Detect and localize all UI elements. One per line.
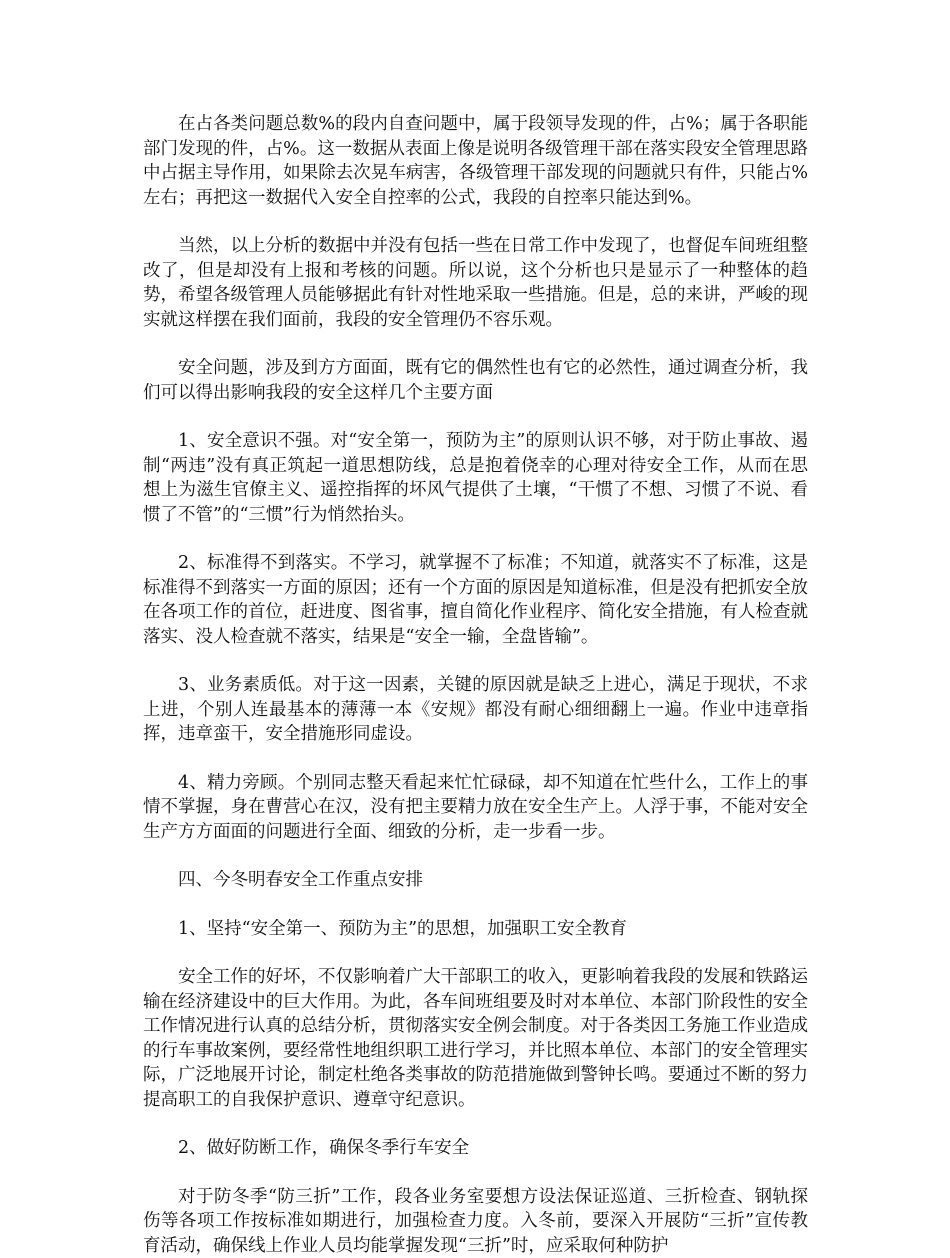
paragraph-factor-distraction: 4、精力旁顾。个别同志整天看起来忙忙碌碌，却不知道在忙些什么，工作上的事情不掌握，身在曹营心在汉，没有把主要精力放在安全生产上。人浮于事，不能对安全生产方方面面的问题进行全面、细致的分析，走一步看一步。 (143, 771, 808, 845)
subheading-safety-education: 1、坚持“安全第一、预防为主”的思想，加强职工安全教育 (143, 917, 808, 942)
paragraph-factor-skills: 3、业务素质低。对于这一因素，关键的原因就是缺乏上进心，满足于现状，不求上进，个别人连最基本的薄薄一本《安规》都没有耐心细细翻上一遍。作业中违章指挥，违章蛮干，安全措施形同虚设。 (143, 673, 808, 747)
subheading-winter-safety: 2、做好防断工作，确保冬季行车安全 (143, 1136, 808, 1161)
paragraph-safety-education: 安全工作的好坏，不仅影响着广大干部职工的收入，更影响着我段的发展和铁路运输在经济建设中的巨大作用。为此，各车间班组要及时对本单位、本部门阶段性的安全工作情况进行认真的总结分析，贯彻落实安全例会制度。对于各类因工务施工作业造成的行车事故案例，要经常性地组织职工进行学习，并比照本单位、本部门的安全管理实际，广泛地展开讨论，制定杜绝各类事故的防范措施做到警钟长鸣。要通过不断的努力提高职工的自我保护意识、遵章守纪意识。 (143, 965, 808, 1112)
paragraph-safety-factors-intro: 安全问题，涉及到方方面面，既有它的偶然性也有它的必然性，通过调查分析，我们可以得出影响我段的安全这样几个主要方面 (143, 356, 808, 405)
paragraph-factor-awareness: 1、安全意识不强。对“安全第一，预防为主”的原则认识不够，对于防止事故、遏制“两违”没有真正筑起一道思想防线，总是抱着侥幸的心理对待安全工作，从而在思想上为滋生官僚主义、遥控指挥的坏风气提供了土壤，“干惯了不想、习惯了不说、看惯了不管”的“三惯”行为悄然抬头。 (143, 429, 808, 527)
paragraph-factor-standards: 2、标准得不到落实。不学习，就掌握不了标准；不知道，就落实不了标准，这是标准得不到落实一方面的原因；还有一个方面的原因是知道标准，但是没有把抓安全放在各项工作的首位，赶进度、图省事，擅自简化作业程序、简化安全措施，有人检查就落实、没人检查就不落实，结果是“安全一输，全盘皆输”。 (143, 551, 808, 649)
section-heading-winter-plan: 四、今冬明春安全工作重点安排 (143, 868, 808, 893)
paragraph-analysis-note: 当然，以上分析的数据中并没有包括一些在日常工作中发现了，也督促车间班组整改了，但是却没有上报和考核的问题。所以说，这个分析也只是显示了一种整体的趋势，希望各级管理人员能够据此有针对性地采取一些措施。但是，总的来讲，严峻的现实就这样摆在我们面前，我段的安全管理仍不容乐观。 (143, 234, 808, 332)
paragraph-winter-safety: 对于防冬季“防三折”工作，段各业务室要想方设法保证巡道、三折检查、钢轨探伤等各项工作按标准如期进行，加强检查力度。入冬前，要深入开展防“三折”宣传教育活动，确保线上作业人员均能掌握发现“三折”时，应采取何种防护 (143, 1185, 808, 1258)
paragraph-self-inspection-stats: 在占各类问题总数%的段内自查问题中，属于段领导发现的件，占%；属于各职能部门发现的件，占%。这一数据从表面上像是说明各级管理干部在落实段安全管理思路中占据主导作用，如果除去次晃车病害，各级管理干部发现的问题就只有件，只能占%左右；再把这一数据代入安全自控率的公式，我段的自控率只能达到%。 (143, 112, 808, 210)
